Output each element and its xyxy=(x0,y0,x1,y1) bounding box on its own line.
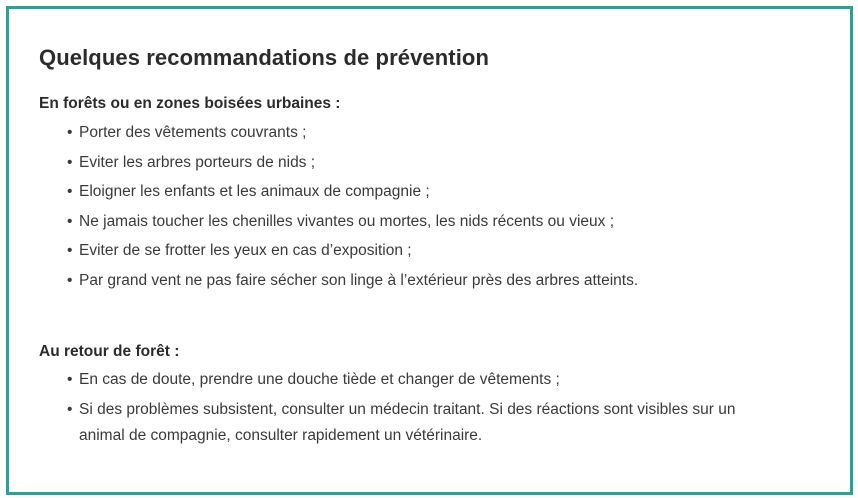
list-item: • Eviter de se frotter les yeux en cas d’exposition ; xyxy=(67,242,412,260)
list-item: • Eviter les arbres porteurs de nids ; xyxy=(67,153,316,171)
bullet-icon: • xyxy=(67,183,73,201)
bullet-icon: • xyxy=(67,271,73,289)
bullet-icon: • xyxy=(67,153,73,171)
bullet-icon: • xyxy=(67,124,73,141)
list-item: • Ne jamais toucher les chenilles vivantes ou mortes, les nids récents ou vieux ; xyxy=(67,212,614,230)
bullet-icon: • xyxy=(67,242,73,260)
list-item: • Par grand vent ne pas faire sécher son linge à l’extérieur près des arbres atteints. xyxy=(67,271,639,289)
list-item: • En cas de doute, prendre une douche tiède et changer de vêtements ; xyxy=(67,371,560,388)
list-item: • Porter des vêtements couvrants ; xyxy=(67,124,307,141)
list-item: • Si des problèmes subsistent, consulter un médecin traitant. Si des réactions sont visibles sur un animal de compagnie, consulter rapidement un vétérinaire. xyxy=(67,397,779,449)
section-heading-forest: En forêts ou en zones boisées urbaines : xyxy=(39,95,341,112)
section-heading-return: Au retour de forêt : xyxy=(39,343,180,360)
card-title: Quelques recommandations de prévention xyxy=(39,45,490,70)
bullet-icon: • xyxy=(67,400,73,418)
recommendations-card xyxy=(6,6,853,495)
forest-recommendations-list xyxy=(67,123,638,301)
return-recommendations-list xyxy=(67,370,779,458)
list-item: • Eloigner les enfants et les animaux de compagnie ; xyxy=(67,183,430,201)
bullet-icon: • xyxy=(67,212,73,230)
bullet-icon: • xyxy=(67,371,73,388)
